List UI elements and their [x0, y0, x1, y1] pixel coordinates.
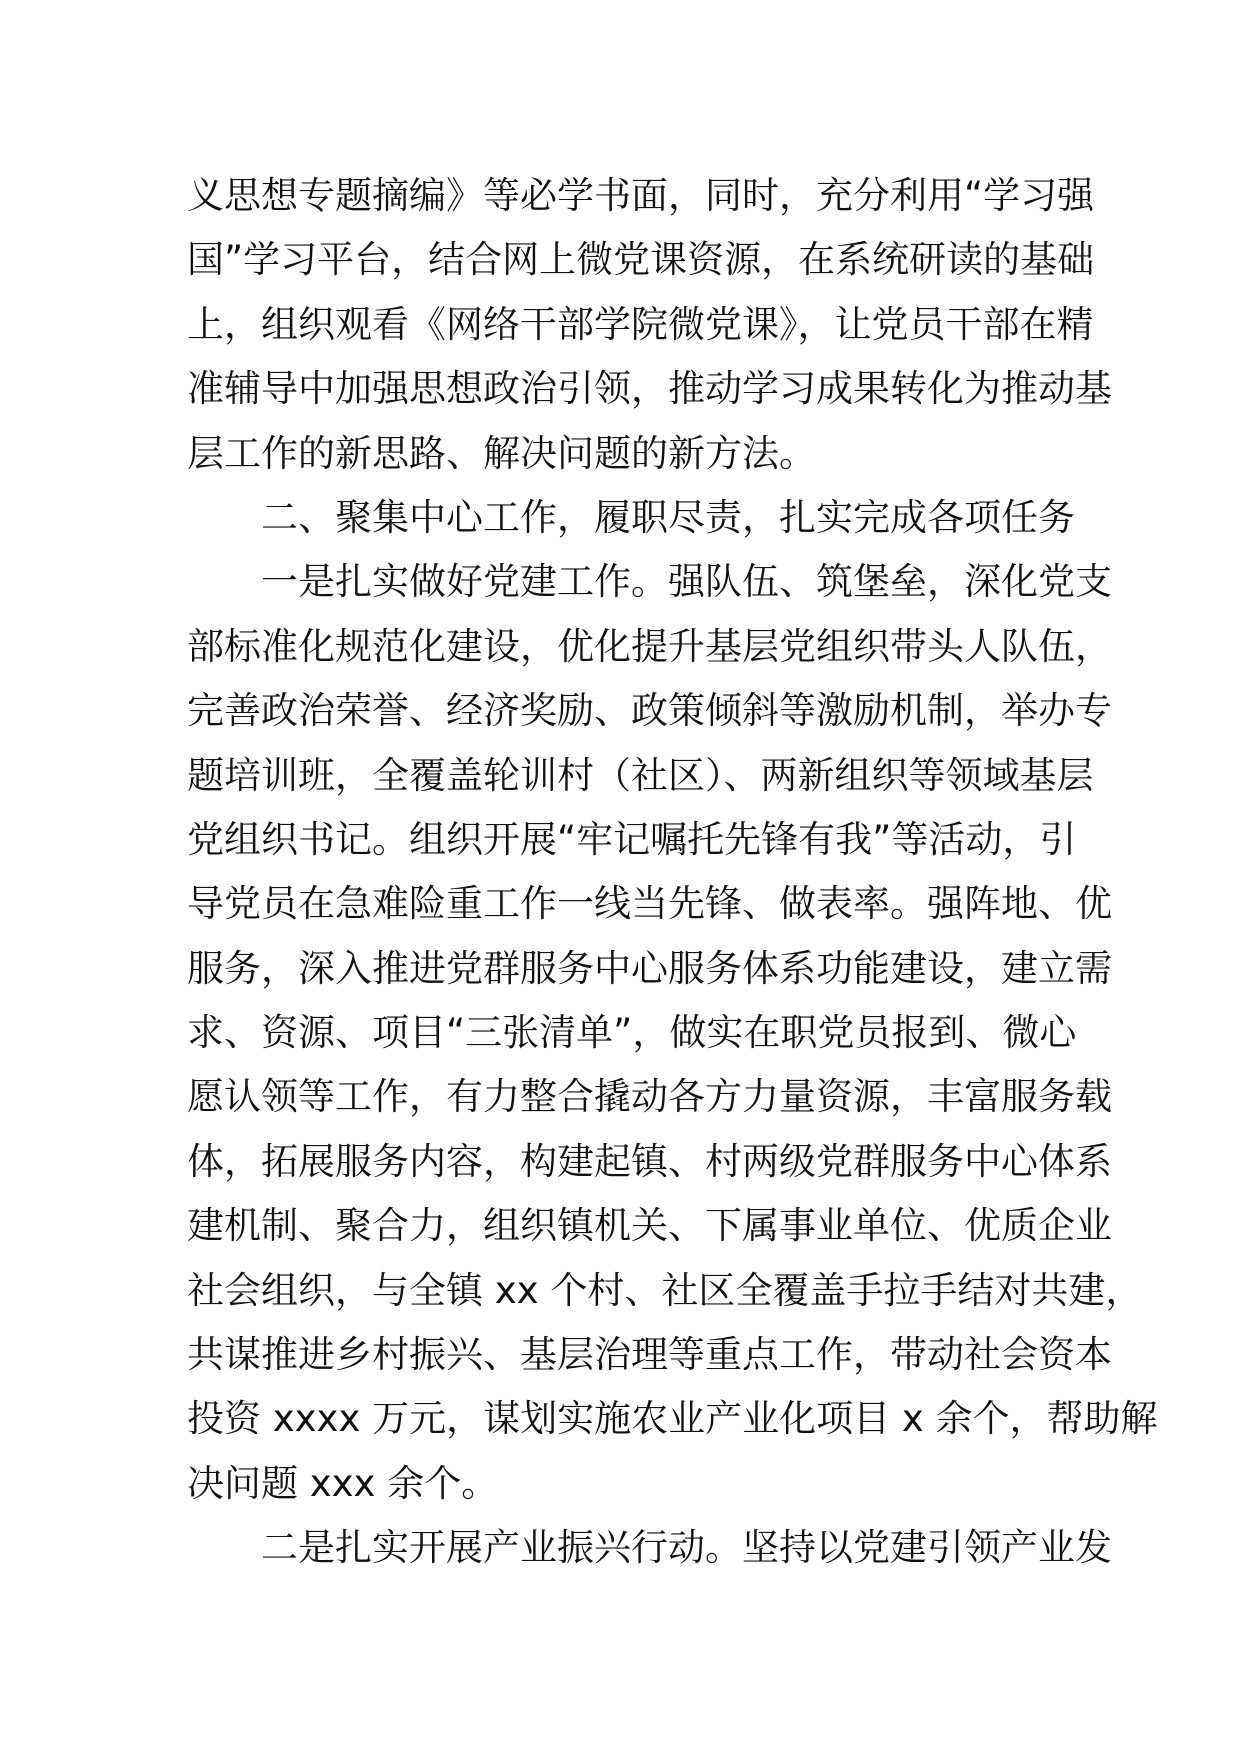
body-line: 完善政治荣誉、经济奖励、政策倾斜等激励机制，举办专 [187, 689, 1112, 733]
body-line: 体，拓展服务内容，构建起镇、村两级党群服务中心体系 [187, 1139, 1112, 1183]
body-line: 建机制、聚合力，组织镇机关、下属事业单位、优质企业 [187, 1204, 1112, 1248]
body-line: 准辅导中加强思想政治引领，推动学习成果转化为推动基 [187, 367, 1112, 411]
body-line: 一是扎实做好党建工作。强队伍、筑堡垒，深化党支 [261, 560, 1112, 604]
body-line: 党组织书记。组织开展“牢记嘱托先锋有我”等活动，引 [187, 817, 1077, 861]
body-line: 共谋推进乡村振兴、基层治理等重点工作，带动社会资本 [187, 1333, 1112, 1377]
body-line: 投资 xxxx 万元，谋划实施农业产业化项目 x 余个，帮助解 [187, 1397, 1158, 1441]
body-line: 国”学习平台，结合网上微党课资源，在系统研读的基础 [187, 238, 1095, 282]
body-line: 层工作的新思路、解决问题的新方法。 [187, 431, 816, 475]
body-line: 导党员在急难险重工作一线当先锋、做表率。强阵地、优 [187, 882, 1112, 926]
body-line: 决问题 xxx 余个。 [187, 1461, 499, 1505]
body-line: 服务，深入推进党群服务中心服务体系功能建设，建立需 [187, 946, 1112, 990]
body-line: 部标准化规范化建设，优化提升基层党组织带头人队伍， [187, 624, 1112, 668]
body-line: 二是扎实开展产业振兴行动。坚持以党建引领产业发 [261, 1526, 1112, 1570]
body-line: 求、资源、项目“三张清单”，做实在职党员报到、微心 [187, 1011, 1077, 1055]
body-line: 社会组织，与全镇 xx 个村、社区全覆盖手拉手结对共建， [187, 1268, 1143, 1312]
section-heading: 二、聚集中心工作，履职尽责，扎实完成各项任务 [261, 495, 1075, 539]
body-line: 愿认领等工作，有力整合撬动各方力量资源，丰富服务载 [187, 1075, 1112, 1119]
body-line: 上，组织观看《网络干部学院微党课》，让党员干部在精 [187, 302, 1094, 346]
body-line: 义思想专题摘编》等必学书面，同时，充分利用“学习强 [187, 174, 1095, 217]
body-line: 题培训班，全覆盖轮训村（社区）、两新组织等领域基层 [187, 753, 1094, 797]
document-body [187, 164, 1158, 1581]
